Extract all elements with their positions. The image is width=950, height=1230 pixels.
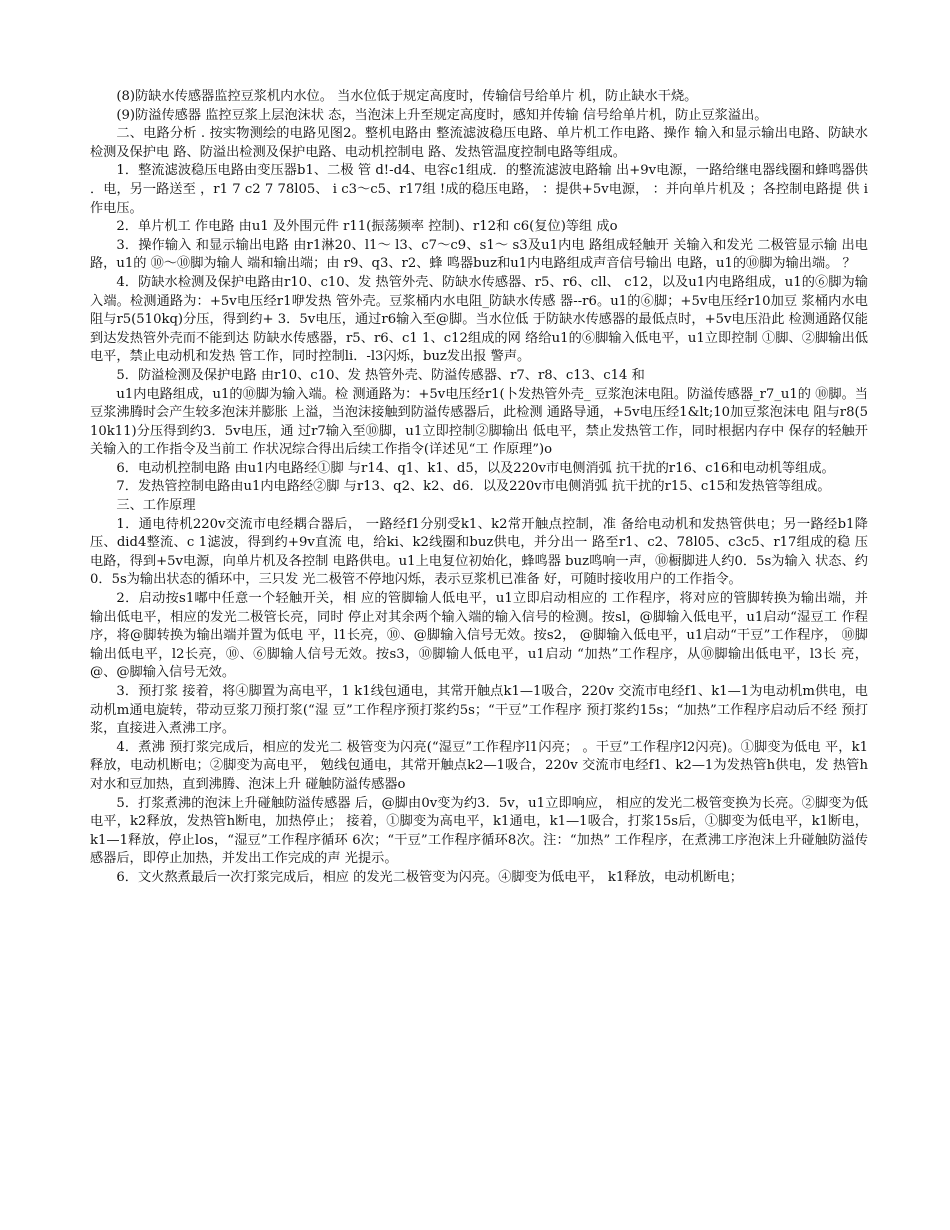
section-heading-working-principle: 三、工作原理: [116, 498, 196, 514]
paragraph-overflow-protection-body: u1内电路组成，u1的⑩脚为输入端。检 测通路为：+5v电压经r1(卜发热管外壳_ 豆浆泡沫电阻。防溢传感器_r7_u1的 ⑩脚。当豆浆沸腾时会产生较多泡沫并膨胀 上溢，当泡沫接触到防溢传感器后，此检测 通路导通，+5v电压经1&lt;10加豆浆泡沫电 阻与r8(510k11)分压得到约3．5v电压，通 过r7输入至⑩脚，u1立即控制②脚输出 低电平，禁止发热管工作，同时根据内存中 保存的轻触开关输入的工作指令及当前工 作状况综合得出后续工作指令(详述见“工 作原理”)o: [90, 386, 868, 458]
paragraph-blend-boil: 5．打浆煮沸的泡沫上升碰触防溢传感器 后，@脚由0v变为约3．5v，u1立即响应， 相应的发光二极管变换为长亮。②脚变为低 电平，k2释放，发热管h断电，加热停止； 接着，①脚变为高电平，k1通电，k1—1吸合，打浆15s后，①脚变为低电平，k1断电， k1—1释放，停止los，“湿豆”工作程序循环 6次；“干豆”工作程序循环8次。注：“加热” 工作程序，在煮沸工序泡沫上升碰触防溢传 感器后，即停止加热，并发出工作完成的声 光提示。: [90, 795, 868, 867]
paragraph-water-shortage-protection: 4．防缺水检测及保护电路由r10、c10、发 热管外壳、防缺水传感器、r5、r6、cll、 c12，以及u1内电路组成，u1的⑥脚为输 入端。检测通路为：+5v电压经r1咿发热 管外壳。豆浆桶内水电阻_防缺水传感 器--r6。u1的⑥脚；+5v电压经r10加豆 浆桶内水电阻与r5(510kq)分压，得到约+ 3．5v电压，通过r6输入至@脚。当水位低 于防缺水传感器的最低点时，+5v电压沿此 检测通路仅能到达发热管外壳而不能到达 防缺水传感器，r5、r6、c1 1、c12组成的网 络给u1的⑥脚输入低电平，u1立即控制 ①脚、②脚输出低电平，禁止电动机和发热 管工作，同时控制li．-l3闪烁，buz发出报 警声。: [90, 274, 868, 365]
paragraph-pre-blending: 3．预打浆 接着，将④脚置为高电平，1 k1线包通电，其常开触点k1—1吸合，220v 交流市电经f1、k1—1为电动机m供电，电 动机m通电旋转，带动豆浆刀预打浆(“湿 豆”工作程序预打浆约5s；“干豆”工作程序 预打浆约15s；“加热”工作程序启动后不经 预打浆，直接进入煮沸工序。: [90, 684, 868, 737]
paragraph-2: (9)防溢传感器 监控豆浆上层泡沫状 态，当泡沫上升至规定高度时，感知并传输 信号给单片机，防止豆浆溢出。: [116, 107, 768, 123]
paragraph-simmer: 6．文火熬煮最后一次打浆完成后，相应 的发光二极管变为闪亮。④脚变为低电平， k1释放，电动机断电；: [116, 869, 743, 885]
paragraph-motor-control: 6．电动机控制电路 由u1内电路经①脚 与r14、q1、k1、d5，以及220v市电侧消弧 抗干扰的r16、c16和电动机等组成。: [116, 460, 835, 476]
paragraph-io-circuit: 3．操作输入 和显示输出电路 由r1淋20、l1～ l3、c7～c9、s1～ s3及u1内电 路组成轻触开 关输入和发光 二极管显示输 出电路，u1的 ⑩～⑩脚为输人 端和输出端；由 r9、q3、r2、蜂 鸣器buz和u1内电路组成声音信号输出 电路，u1的⑩脚为输出端。 ？: [90, 237, 868, 272]
paragraph-standby: 1．通电待机220v交流市电经耦合器后， 一路经f1分别受k1、k2常开触点控制，准 备给电动机和发热管供电；另一路经b1降 压、did4整流、c 1滤波，得到约+9v直流 电，给ki、k2线圈和buz供电，并分出一 路至r1、c2、78l05、c3c5、r17组成的稳 压电路，得到+5v电源，向单片机及各控制 电路供电。u1上电复位初始化，蜂鸣器 buz鸣响一声，⑩橱脚进人约0．5s为输入 状态、约0．5s为输出状态的循环中，三只发 光二极管不停地闪烁，表示豆浆机已准备 好，可随时接收用户的工作指令。: [90, 516, 868, 588]
paragraph-rectifier-circuit: 1．整流滤波稳压电路由变压器b1、二极 管 d!-d4、电容c1组成．的整流滤波电路输 出+9v电源，一路给继电器线圈和蜂鸣器供 ．电，另一路送至 ，r1 7 c2 7 78l05、 i c3～c5、r17组 !成的稳压电路， ：提供+5v电源， ：并向单片机及 ；各控制电路提 供 i 作电压。: [90, 163, 868, 216]
paragraph-mcu-circuit: 2．单片机工 作电路 由u1 及外围元件 r11(振荡频率 控制)、r12和 c6(复位)等组 成o: [116, 219, 618, 235]
paragraph-heater-control: 7．发热管控制电路由u1内电路经②脚 与r13、q2、k2、d6．以及220v市电侧消弧 抗干扰的r15、c15和发热管等组成。: [116, 479, 831, 495]
paragraph-1: (8)防缺水传感器监控豆浆机内水位。 当水位低于规定高度时，传输信号给单片 机，防止缺水干烧。: [116, 89, 698, 104]
paragraph-boiling: 4．煮沸 预打浆完成后，相应的发光二 极管变为闪亮(“湿豆”工作程序l1闪亮； 。干豆”工作程序l2闪亮)。①脚变为低电 平，k1释放，电动机断电；②脚变为高电平， 勉线包通电，其常开触点k2—1吸合，220v 交流市电经f1、k2—1为发热管h供电，发 热管h对水和豆加热，直到沸腾、泡沫上升 碰触防溢传感器o: [90, 739, 868, 792]
paragraph-startup: 2．启动按s1嘟中任意一个轻触开关，相 应的管脚输人低电平，u1立即启动相应的 工作程序，将对应的管脚转换为输出端，并 输出低电平，相应的发光二极管长亮，同时 停止对其余两个输入端的输入信号的检测。按sl，@脚输入低电平，u1启动“湿豆工 作程序，将@脚转换为输出端并置为低电 平，l1长亮，⑩、@脚输入信号无效。按s2， @脚输入低电平，u1启动“干豆”工作程序， ⑩脚输出低电平，l2长亮，⑩、⑥脚输人信号无效。按s3，⑩脚输人低电平，u1启动 “加热”工作程序，从⑩脚输出低电平，l3长 亮，@、@脚输入信号无效。: [90, 591, 868, 681]
paragraph-overflow-protection-title: 5．防溢检测及保护电路 由r10、c10、发 热管外壳、防溢传感器、r7、r8、c13、c14 和: [116, 367, 645, 383]
section-heading-circuit-analysis: 二、电路分析 . 按实物测绘的电路见图2。整机电路由 整流滤波稳压电路、单片机工作电路、操作 输入和显示输出电路、防缺水检测及保护电 路、防溢出检测及保护电路、电动机控制电 路、发热管温度控制电路等组成。: [90, 126, 868, 160]
